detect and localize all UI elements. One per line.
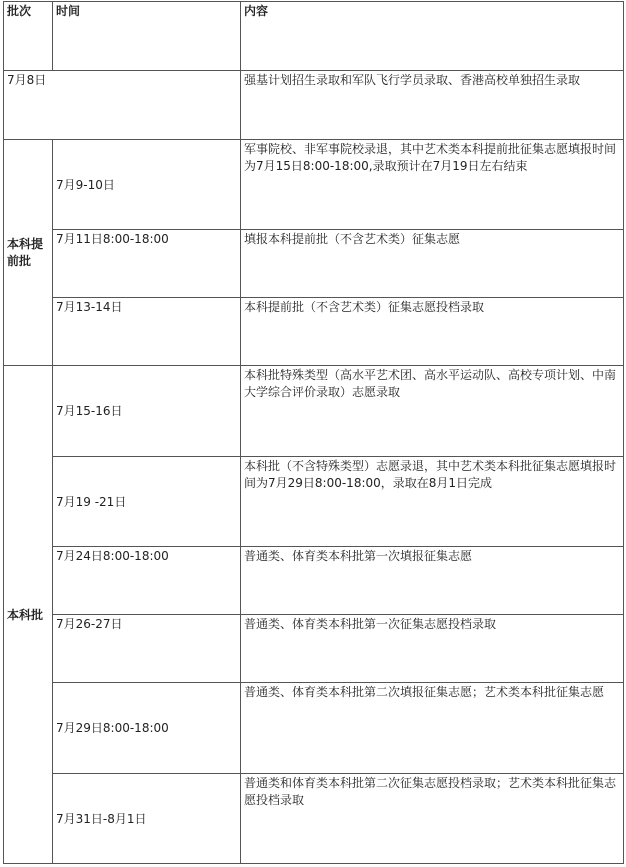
table-row: [4, 298, 624, 366]
time-cell: 7月24日8:00-18:00: [53, 547, 241, 615]
time-cell: 7月11日8:00-18:00: [53, 230, 241, 298]
time-cell: 7月13-14日: [53, 298, 241, 366]
content-cell: 军事院校、非军事院校录退，其中艺术类本科提前批征集志愿填报时间为7月15日8:00-18:00,录取预计在7月19日左右结束: [241, 140, 624, 230]
batch-cell-benkepi: 本科批: [4, 366, 53, 864]
content-cell: 填报本科提前批（不含艺术类）征集志愿: [241, 230, 624, 298]
content-cell: 普通类、体育类本科批第二次填报征集志愿；艺术类本科批征集志愿: [241, 683, 624, 774]
batch-cell-qiantipi: 本科提前批: [4, 140, 53, 366]
table-row: [4, 615, 624, 683]
header-content: 内容: [241, 2, 624, 71]
time-cell: 7月19 -21日: [53, 457, 241, 547]
time-cell: 7月8日: [4, 71, 241, 140]
time-cell: 7月31日-8月1日: [53, 774, 241, 864]
admission-schedule-table: [3, 1, 624, 864]
time-cell: 7月29日8:00-18:00: [53, 683, 241, 774]
table-row: [4, 366, 624, 457]
content-cell: 强基计划招生录取和军队飞行学员录取、香港高校单独招生录取: [241, 71, 624, 140]
table-row: [4, 230, 624, 298]
content-cell: 本科批特殊类型（高水平艺术团、高水平运动队、高校专项计划、中南大学综合评价录取）志愿录取: [241, 366, 624, 457]
time-cell: 7月26-27日: [53, 615, 241, 683]
content-cell: 本科批（不含特殊类型）志愿录退，其中艺术类本科批征集志愿填报时间为7月29日8:00-18:00，录取在8月1日完成: [241, 457, 624, 547]
table-row: [4, 457, 624, 547]
table-row: [4, 140, 624, 230]
table-row: [4, 683, 624, 774]
time-cell: 7月9-10日: [53, 140, 241, 230]
header-batch: 批次: [4, 2, 53, 71]
time-cell: 7月15-16日: [53, 366, 241, 457]
table-row: [4, 71, 624, 140]
header-row: [4, 2, 624, 71]
content-cell: 本科提前批（不含艺术类）征集志愿投档录取: [241, 298, 624, 366]
header-time: 时间: [53, 2, 241, 71]
content-cell: 普通类、体育类本科批第一次填报征集志愿: [241, 547, 624, 615]
table-row: [4, 774, 624, 864]
table-row: [4, 547, 624, 615]
content-cell: 普通类、体育类本科批第一次征集志愿投档录取: [241, 615, 624, 683]
content-cell: 普通类和体育类本科批第二次征集志愿投档录取；艺术类本科批征集志愿投档录取: [241, 774, 624, 864]
